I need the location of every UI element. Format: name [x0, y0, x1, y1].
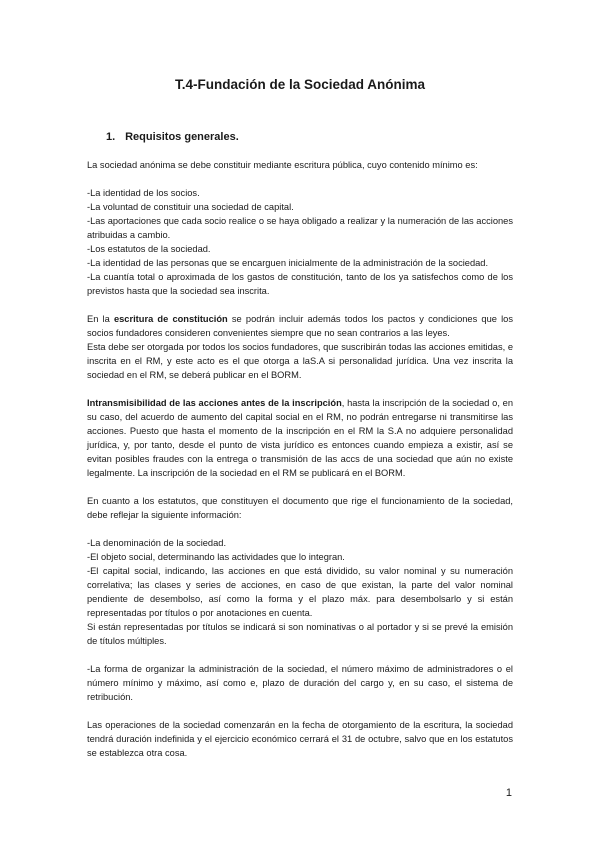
- list-item: -La cuantía total o aproximada de los gastos de constitución, tanto de los ya satisfechos como de los previstos hasta que la sociedad sea inscrita.: [87, 272, 513, 296]
- bold-term: Intransmisibilidad de las acciones antes de la inscripción: [87, 398, 342, 408]
- text-run: se podrán incluir además todos los pactos y condiciones que los socios fundadores consideren convenientes siempre que no sean contrarios a las leyes.: [87, 314, 513, 338]
- bold-term: escritura de constitución: [113, 314, 228, 324]
- document-title: T.4-Fundación de la Sociedad Anónima: [174, 77, 426, 92]
- escritura-paragraph-2: Esta debe ser otorgada por todos los socios fundadores, que suscribirán todas las acciones emitidas, e inscrita en el RM, y este acto es el que otorga a laS.A si personalidad jurídica. Una vez inscrita la sociedad en el RM, se deberá publicar en el BORM.: [87, 342, 513, 380]
- estatutos-intro: En cuanto a los estatutos, que constituyen el documento que rige el funcionamiento de la sociedad, debe reflejar la siguiente información:: [87, 496, 513, 520]
- document-body: [87, 158, 513, 760]
- text-run: En la: [87, 314, 114, 324]
- list-item: -El capital social, indicando, las acciones en que está dividido, su valor nominal y su numeración correlativa; las clases y series de acciones, en caso de que existan, la parte del valor nominal pendiente de desembolso, así como la forma y el plazo máx. para desembolsarlo y si están representadas por títulos o por anotaciones en cuenta.: [87, 566, 513, 618]
- list-item: -Las aportaciones que cada socio realice o se haya obligado a realizar y la numeración de las acciones atribuidas a cambio.: [87, 216, 513, 240]
- text-run: , hasta la inscripción de la sociedad o, en su caso, del acuerdo de aumento del capital social en el RM, no podrán entregarse ni transmitirse las acciones. Puesto que hasta el momento de la inscripción en el RM la S.A no adquiere personalidad jurídica, y, por tanto, desde el punto de vista jurídico es entonces cuando empieza a existir, así se evitan posibles fraudes con la entrega o transmisión de las accs de una sociedad que aún no existe legalmente. La inscripción de la sociedad en el RM se publicará en el BORM.: [87, 398, 513, 478]
- section-heading: [106, 131, 239, 143]
- escritura-paragraph: [87, 312, 513, 340]
- administracion-paragraph: -La forma de organizar la administración de la sociedad, el número máximo de administradores o el número mínimo y máximo, así como e, plazo de duración del cargo y, en su caso, el sistema de retribución.: [87, 664, 513, 702]
- list-item: Si están representadas por títulos se indicará si son nominativas o al portador y si se prevé la emisión de títulos múltiples.: [87, 622, 513, 646]
- section-number: 1.: [106, 131, 116, 143]
- list-item: -Los estatutos de la sociedad.: [87, 244, 211, 254]
- list-item: -El objeto social, determinando las actividades que lo integran.: [87, 552, 345, 562]
- page-number: 1: [505, 787, 512, 799]
- operaciones-paragraph: Las operaciones de la sociedad comenzarán en la fecha de otorgamiento de la escritura, la sociedad tendrá duración indefinida y el ejercicio económico cerrará el 31 de octubre, salvo que en los estatutos se establezca otra cosa.: [87, 720, 513, 758]
- list-item: -La denominación de la sociedad.: [87, 538, 227, 548]
- section-heading-text: Requisitos generales.: [125, 131, 239, 143]
- list-item: -La identidad de los socios.: [87, 188, 200, 198]
- list-item: -La identidad de las personas que se encarguen inicialmente de la administración de la sociedad.: [87, 258, 489, 268]
- intransmisibilidad-paragraph: [87, 396, 513, 480]
- intro-paragraph: La sociedad anónima se debe constituir mediante escritura pública, cuyo contenido mínimo es:: [87, 160, 478, 170]
- list-item: -La voluntad de constituir una sociedad de capital.: [87, 202, 294, 212]
